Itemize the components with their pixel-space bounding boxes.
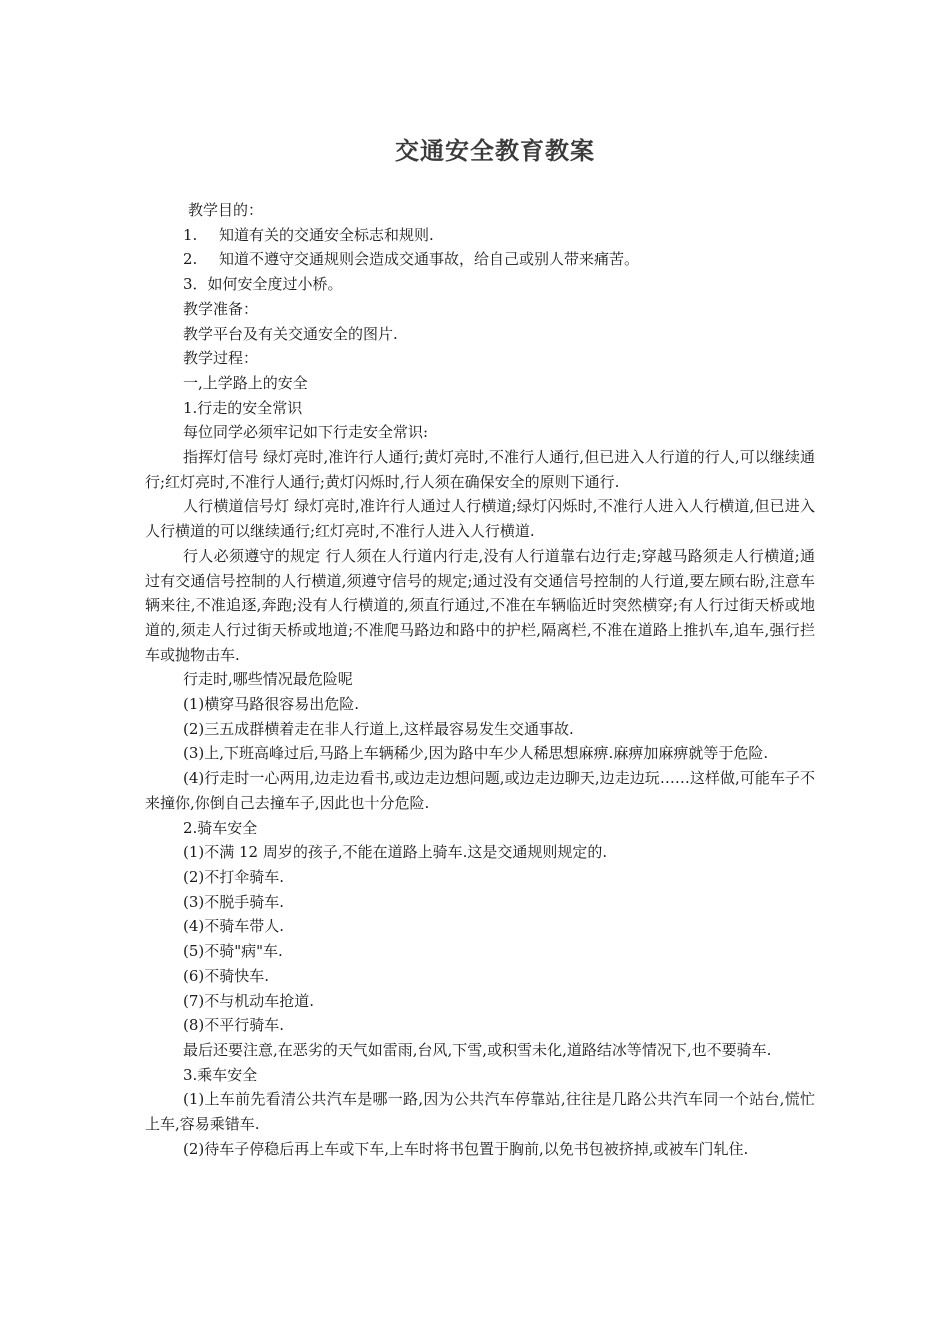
paragraph-preparation: 教学平台及有关交通安全的图片.: [183, 324, 398, 343]
list-item: (4)行走时一心两用,边走边看书,或边走边想问题,或边走边聊天,边走边玩……这样做,可能车子不来撞你,你倒自己去撞车子,因此也十分危险.: [145, 769, 815, 812]
paragraph-pedestrian-rules: 行人必须遵守的规定 行人须在人行道内行走,没有人行道靠右边行走;穿越马路须走人行横道;通过有交通信号控制的人行横道,须遵守信号的规定;通过没有交通信号控制的人行道,要左顾右盼,注意车辆来往,不准追逐,奔跑;没有人行横道的,须直行通过,不准在车辆临近时突然横穿;有人行过街天桥或地道的,须走人行过街天桥或地道;不准爬马路边和路中的护栏,隔离栏,不准在道路上推扒车,追车,强行拦车或抛物击车.: [145, 546, 815, 664]
list-item: (1)横穿马路很容易出危险.: [183, 695, 360, 714]
list-item: (2)三五成群横着走在非人行道上,这样最容易发生交通事故.: [183, 719, 574, 738]
list-item: (5)不骑"病"车.: [183, 942, 283, 961]
list-item: (1)上车前先看清公共汽车是哪一路,因为公共汽车停靠站,往往是几路公共汽车同一个站台,慌忙上车,容易乘错车.: [145, 1090, 815, 1134]
objective-text: 知道有关的交通安全标志和规则.: [219, 225, 434, 244]
list-item: (2)不打伞骑车.: [183, 867, 285, 886]
document-title: 交通安全教育教案: [395, 137, 595, 165]
list-item: (2)待车子停稳后再上车或下车,上车时将书包置于胸前,以免书包被挤掉,或被车门轧住.: [183, 1139, 749, 1158]
paragraph: 最后还要注意,在恶劣的天气如雷雨,台风,下雪,或积雪未化,道路结冰等情况下,也不要骑车.: [183, 1040, 772, 1059]
list-number: 2.: [183, 250, 198, 269]
objective-text: 知道不遵守交通规则会造成交通事故，给自己或别人带来痛苦。: [219, 250, 640, 269]
paragraph-preparation-heading: 教学准备：: [183, 299, 259, 318]
paragraph: 行走时,哪些情况最危险呢: [183, 670, 353, 689]
subsection-heading-cycling: 2.骑车安全: [183, 818, 258, 837]
list-item: (4)不骑车带人.: [183, 917, 285, 936]
paragraph-process-heading: 教学过程：: [183, 349, 259, 368]
paragraph-crosswalk-lights: 人行横道信号灯 绿灯亮时,准许行人通过人行横道;绿灯闪烁时,不准行人进入人行横道,但已进入人行横道的可以继续通行;红灯亮时,不准行人进入人行横道.: [145, 497, 815, 541]
list-item: (6)不骑快车.: [183, 966, 270, 985]
paragraph-objectives-heading: 教学目的：: [188, 201, 264, 219]
paragraph: 每位同学必须牢记如下行走安全常识:: [183, 423, 429, 442]
paragraph-objective-1: [145, 223, 815, 248]
paragraph-objective-3: 3．如何安全度过小桥。: [183, 275, 343, 294]
paragraph-objective-2: [145, 247, 815, 272]
list-number: 1.: [183, 225, 198, 244]
list-item: (1)不满 12 周岁的孩子,不能在道路上骑车.这是交通规则规定的.: [183, 843, 608, 862]
list-item: (8)不平行骑车.: [183, 1016, 285, 1035]
section-heading-school-road: 一,上学路上的安全: [183, 373, 308, 392]
list-item: (3)上,下班高峰过后,马路上车辆稀少,因为路中车少人稀思想麻痹.麻痹加麻痹就等于危险.: [183, 744, 769, 763]
subsection-heading-walking: 1.行走的安全常识: [183, 398, 303, 417]
document-body: [145, 198, 815, 1161]
list-item: (7)不与机动车抢道.: [183, 991, 315, 1010]
paragraph-signal-lights: 指挥灯信号 绿灯亮时,准许行人通行;黄灯亮时,不准行人通行,但已进入人行道的行人,可以继续通行;红灯亮时,不准行人通行;黄灯闪烁时,行人须在确保安全的原则下通行.: [145, 448, 815, 491]
list-item: (3)不脱手骑车.: [183, 892, 285, 911]
subsection-heading-riding: 3.乘车安全: [183, 1065, 258, 1084]
